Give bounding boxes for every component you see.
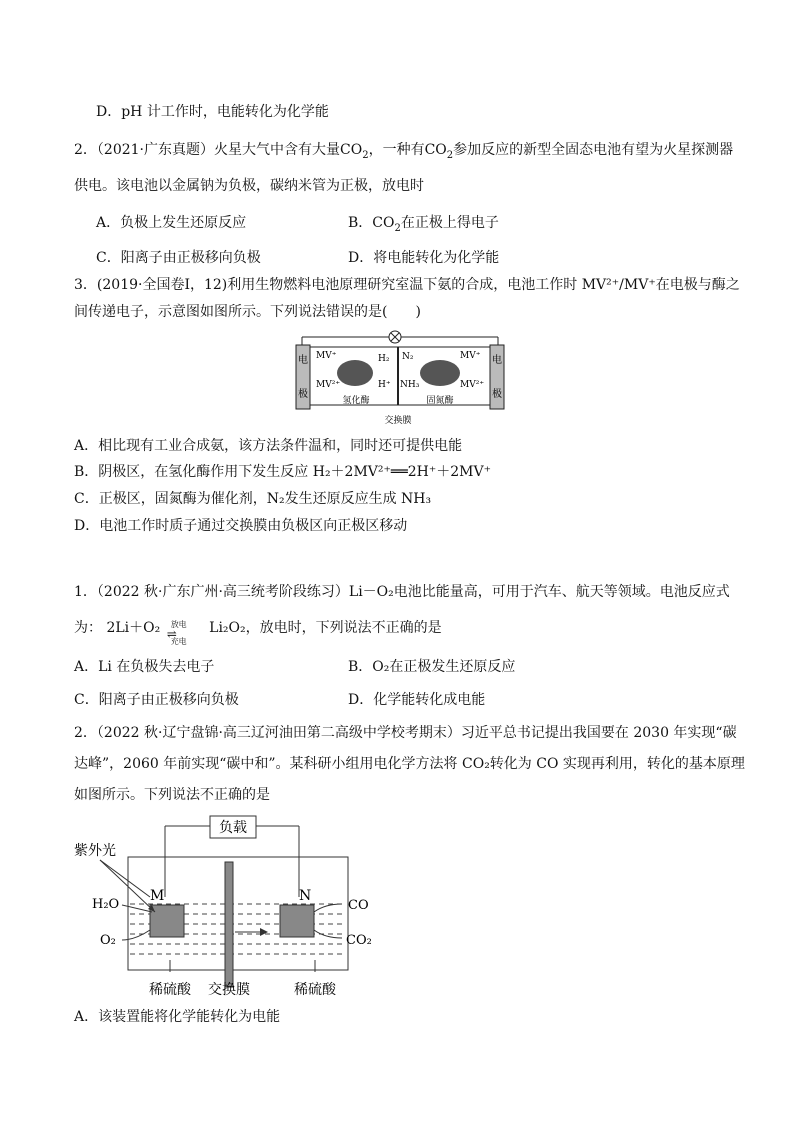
electrode-n-label: N bbox=[299, 888, 312, 904]
equation-right: Li₂O₂ bbox=[209, 620, 246, 636]
membrane-label: 交换膜 bbox=[208, 982, 250, 998]
option-a: A．Li 在负极失去电子 bbox=[74, 659, 215, 675]
electrode-n bbox=[280, 905, 314, 937]
question-2-stem-line2: 达峰”，2060 年前实现“碳中和”。某科研小组用电化学方法将 CO₂转化为 CO 实现再利用，转化的基本原理 bbox=[74, 756, 745, 772]
co2-label: CO₂ bbox=[346, 933, 372, 948]
mv-plus-label: MV⁺ bbox=[316, 351, 337, 361]
electrode-label: 电 bbox=[298, 355, 308, 366]
mv2-label: MV²⁺ bbox=[460, 380, 485, 390]
option-label: B． bbox=[348, 215, 373, 231]
question-number: 1． bbox=[74, 584, 97, 600]
option-d-previous: D．pH 计工作时，电能转化为化学能 bbox=[96, 104, 329, 120]
biofuel-cell-diagram bbox=[290, 325, 510, 430]
mv-plus-label: MV⁺ bbox=[460, 351, 481, 361]
uv-light-label: 紫外光 bbox=[74, 843, 116, 859]
nh3-label: NH₃ bbox=[400, 380, 420, 390]
stem-text: 为： bbox=[74, 620, 102, 636]
electrode-label: 电 bbox=[492, 355, 502, 366]
question-source: （2021·广东真题） bbox=[96, 142, 215, 158]
stem-text: 习近平总书记提出我国要在 2030 年实现“碳 bbox=[460, 725, 737, 741]
option-b: B．阴极区，在氢化酶作用下发生反应 H₂＋2MV²⁺══2H⁺＋2MV⁺ bbox=[74, 464, 492, 480]
electrode-label: 极 bbox=[298, 389, 308, 400]
option-a: A．该装置能将化学能转化为电能 bbox=[74, 1009, 281, 1025]
stem-text: ，一种有 bbox=[368, 142, 425, 158]
nitrogenase-enzyme bbox=[420, 360, 460, 386]
formula-co2 bbox=[372, 215, 401, 234]
mv2-label: MV²⁺ bbox=[316, 380, 341, 390]
option-text: 在正极上得电子 bbox=[400, 215, 499, 231]
arrow-icon: ⇌ bbox=[166, 627, 177, 641]
acid-left-label: 稀硫酸 bbox=[149, 982, 191, 998]
option-a: A．负极上发生还原反应 bbox=[96, 215, 247, 231]
question-1-stem-line1 bbox=[74, 582, 730, 602]
question-1-stem-line2 bbox=[74, 618, 442, 646]
reversible-arrow bbox=[165, 618, 205, 646]
option-d: D．将电能转化为化学能 bbox=[348, 250, 500, 266]
load-label: 负载 bbox=[219, 820, 247, 836]
question-number: 3． bbox=[74, 277, 97, 293]
co2-conversion-diagram bbox=[70, 812, 390, 1004]
question-source: （2022 秋·广东广州·高三统考阶段练习） bbox=[96, 584, 349, 600]
membrane-label: 交换膜 bbox=[384, 416, 412, 426]
hydrogenase-enzyme bbox=[337, 360, 373, 386]
question-3-stem-line1 bbox=[74, 275, 740, 295]
formula-text: CO bbox=[340, 142, 363, 158]
formula-sub: 2 bbox=[362, 149, 369, 161]
question-2-stem-line3: 如图所示。下列说法不正确的是 bbox=[74, 787, 270, 803]
stem-text: Li－O₂电池比能量高，可用于汽车、航天等领域。电池反应式 bbox=[348, 584, 730, 600]
formula-text: CO bbox=[372, 215, 395, 231]
n2-label: N₂ bbox=[402, 352, 414, 362]
option-d: D．化学能转化成电能 bbox=[348, 692, 486, 708]
formula-sub: 2 bbox=[394, 222, 401, 234]
arrow-bottom-label: 充电 bbox=[170, 637, 187, 646]
arrow-top-label: 放电 bbox=[170, 620, 187, 629]
equation-left: 2Li＋O₂ bbox=[106, 620, 161, 636]
option-a: A．相比现有工业合成氨，该方法条件温和，同时还可提供电能 bbox=[74, 438, 463, 454]
question-3-stem-line2: 间传递电子，示意图如图所示。下列说法错误的是( ) bbox=[74, 304, 421, 320]
acid-right-label: 稀硫酸 bbox=[294, 982, 336, 998]
hplus-label: H⁺ bbox=[378, 380, 391, 390]
option-d: D．电池工作时质子通过交换膜由负极区向正极区移动 bbox=[74, 518, 408, 534]
stem-text: 参加反应的新型全固态电池有望为火星探测器 bbox=[453, 142, 734, 158]
question-number: 2． bbox=[74, 725, 97, 741]
option-c: C．阳离子由正极移向负极 bbox=[96, 250, 261, 266]
stem-text: (2019·全国卷Ⅰ，12)利用生物燃料电池原理研究室温下氨的合成，电池工作时 MV²⁺/MV⁺在电极与酶之 bbox=[96, 277, 740, 293]
formula-co2 bbox=[340, 142, 369, 161]
exchange-membrane bbox=[225, 862, 233, 987]
water-label: H₂O bbox=[92, 897, 120, 912]
h2-label: H₂ bbox=[378, 354, 390, 364]
formula-text: CO bbox=[424, 142, 447, 158]
electrode-m-label: M bbox=[150, 888, 165, 904]
enzyme-label: 氢化酶 bbox=[342, 396, 370, 406]
stem-text: 火星大气中含有大量 bbox=[214, 142, 341, 158]
option-b: B．O₂在正极发生还原反应 bbox=[348, 659, 516, 675]
option-c: C．正极区，固氮酶为催化剂，N₂发生还原反应生成 NH₃ bbox=[74, 491, 432, 507]
enzyme-label: 固氮酶 bbox=[426, 396, 454, 406]
question-source: （2022 秋·辽宁盘锦·高三辽河油田第二高级中学校考期末） bbox=[96, 725, 461, 741]
electrode-m bbox=[150, 905, 184, 937]
question-number: 2． bbox=[74, 142, 97, 158]
formula-sub: 2 bbox=[446, 149, 454, 161]
stem-text: ，放电时，下列说法不正确的是 bbox=[245, 620, 442, 636]
electrode-label: 极 bbox=[492, 389, 502, 400]
formula-co2 bbox=[424, 142, 454, 161]
oxygen-label: O₂ bbox=[100, 933, 116, 948]
option-c: C．阳离子由正极移向负极 bbox=[74, 692, 239, 708]
question-2-stem-line1 bbox=[74, 140, 733, 166]
co-label: CO bbox=[348, 898, 369, 913]
option-b bbox=[348, 213, 499, 239]
question-2-stem-line1 bbox=[74, 723, 737, 743]
question-2-stem-line2: 供电。该电池以金属钠为负极，碳纳米管为正极，放电时 bbox=[74, 178, 424, 194]
